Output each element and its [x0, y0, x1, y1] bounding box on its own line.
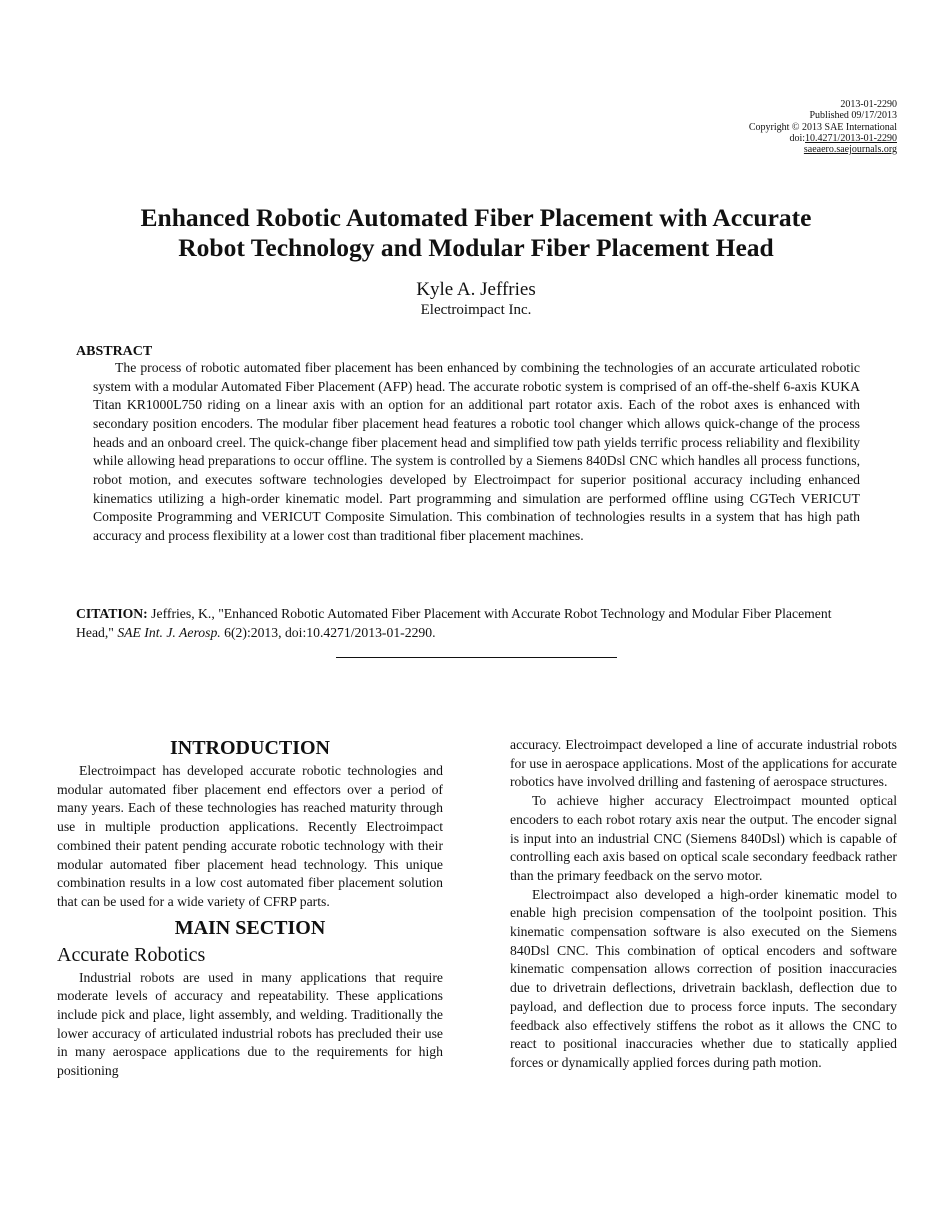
paper-number: 2013-01-2290: [840, 99, 897, 110]
title-line-1: Enhanced Robotic Automated Fiber Placement with Accurate: [140, 203, 812, 232]
separator-rule: [336, 657, 617, 658]
copyright-notice: Copyright © 2013 SAE International: [748, 121, 897, 133]
published-date: Published 09/17/2013: [809, 110, 897, 122]
doi-link[interactable]: 10.4271/2013-01-2290: [805, 132, 897, 144]
citation-text: Jeffries, K., "Enhanced Robotic Automated Fiber Placement with Accurate Robot Technology and Modular Fiber Placement Head,": [76, 606, 832, 640]
main-section-heading: MAIN SECTION: [174, 916, 326, 939]
robotics-paragraph-3: Electroimpact also developed a high-order kinematic model to enable high precision compensation of the toolpoint position. This kinematic compensation software is also executed on the Siemens 840Dsl CNC. This combination of optical encoders and software kinematic compensation allows correction of position inaccuracies due to drivetrain deflections, drivetrain backlash, deflection due to payload, and deflection due to process force inputs. The secondary feedback also effectively stiffens the robot as it allows the CNC to react to positional inaccuracies whether due to statically applied forces or dynamically applied forces during path motion.: [510, 886, 897, 1070]
author-affiliation: Electroimpact Inc.: [420, 302, 532, 318]
journal-link[interactable]: saeaero.saejournals.org: [803, 144, 897, 156]
abstract-heading: ABSTRACT: [76, 344, 153, 359]
citation-block: [76, 605, 866, 642]
introduction-heading: INTRODUCTION: [169, 737, 331, 759]
paper-metadata: [749, 99, 897, 155]
left-column: [57, 736, 443, 1081]
abstract-text: The process of robotic automated fiber placement has been enhanced by combining the technologies of an accurate articulated robotic system with a modular Automated Fiber Placement (AFP) head. The accurate robotic system is comprised of an off-the-shelf 6-axis KUKA Titan KR1000L750 riding on a linear axis with an option for an additional part rotator axis. Each of the robot axes is enhanced with secondary position encoders. The modular fiber placement head features a robotic tool changer which allows quick-change of the process heads and an onboard creel. The quick-change fiber placement head and simplified tow path yields terrific process reliability and flexibility while allowing head preparations to occur offline. The system is controlled by a Siemens 840Dsl CNC which handles all process functions, robot motion, and executes software technologies developed by Electroimpact for superior positional accuracy including enhanced kinematics utilizing a high-order kinematic model. Part programming and simulation are performed offline using CGTech VERICUT Composite Programming and VERICUT Composite Simulation. This combination of technologies results in a system that has high path accuracy and process flexibility at a lower cost than traditional fiber placement machines.: [93, 360, 860, 543]
citation-journal: SAE Int. J. Aerosp.: [117, 624, 221, 640]
title-line-2: Robot Technology and Modular Fiber Placement Head: [178, 233, 774, 262]
citation-tail: 6(2):2013, doi:10.4271/2013-01-2290.: [220, 624, 436, 640]
citation-label: CITATION:: [76, 606, 148, 621]
paper-title: [70, 203, 882, 263]
right-column: [510, 736, 897, 1073]
robotics-paragraph-2: To achieve higher accuracy Electroimpact mounted optical encoders to each robot rotary axis near the output. The encoder signal is input into an industrial CNC (Siemens 840Dsl) which is capable of controlling each axis based on optical scale secondary feedback rather than the primary feedback on the servo motor.: [510, 793, 897, 883]
accurate-robotics-heading: Accurate Robotics: [57, 943, 206, 966]
robotics-paragraph-1-continued: accuracy. Electroimpact developed a line of accurate industrial robots for use in aerospace applications. Most of the applications for accurate robotics have involved drilling and fastening of aerospace structures.: [510, 737, 897, 790]
robotics-paragraph-1: Industrial robots are used in many applications that require moderate levels of accuracy and repeatability. These applications include pick and place, light assembly, and welding. Traditionally the lower accuracy of articulated industrial robots has precluded their use in many aerospace applications due to the requirements for high positioning: [57, 969, 443, 1079]
introduction-paragraph: Electroimpact has developed accurate robotic technologies and modular automated fiber placement end effectors over a period of many years. Each of these technologies has reached maturity through use in multiple production applications. Recently Electroimpact combined their patent pending accurate robotic technology with their modular automated fiber placement head technology. This unique combination results in a low cost automated fiber placement solution that can be used for a wide variety of CFRP parts.: [57, 763, 443, 909]
doi-prefix: doi:: [789, 132, 806, 144]
doi-line: [749, 133, 897, 144]
author-name: Kyle A. Jeffries: [416, 279, 536, 300]
